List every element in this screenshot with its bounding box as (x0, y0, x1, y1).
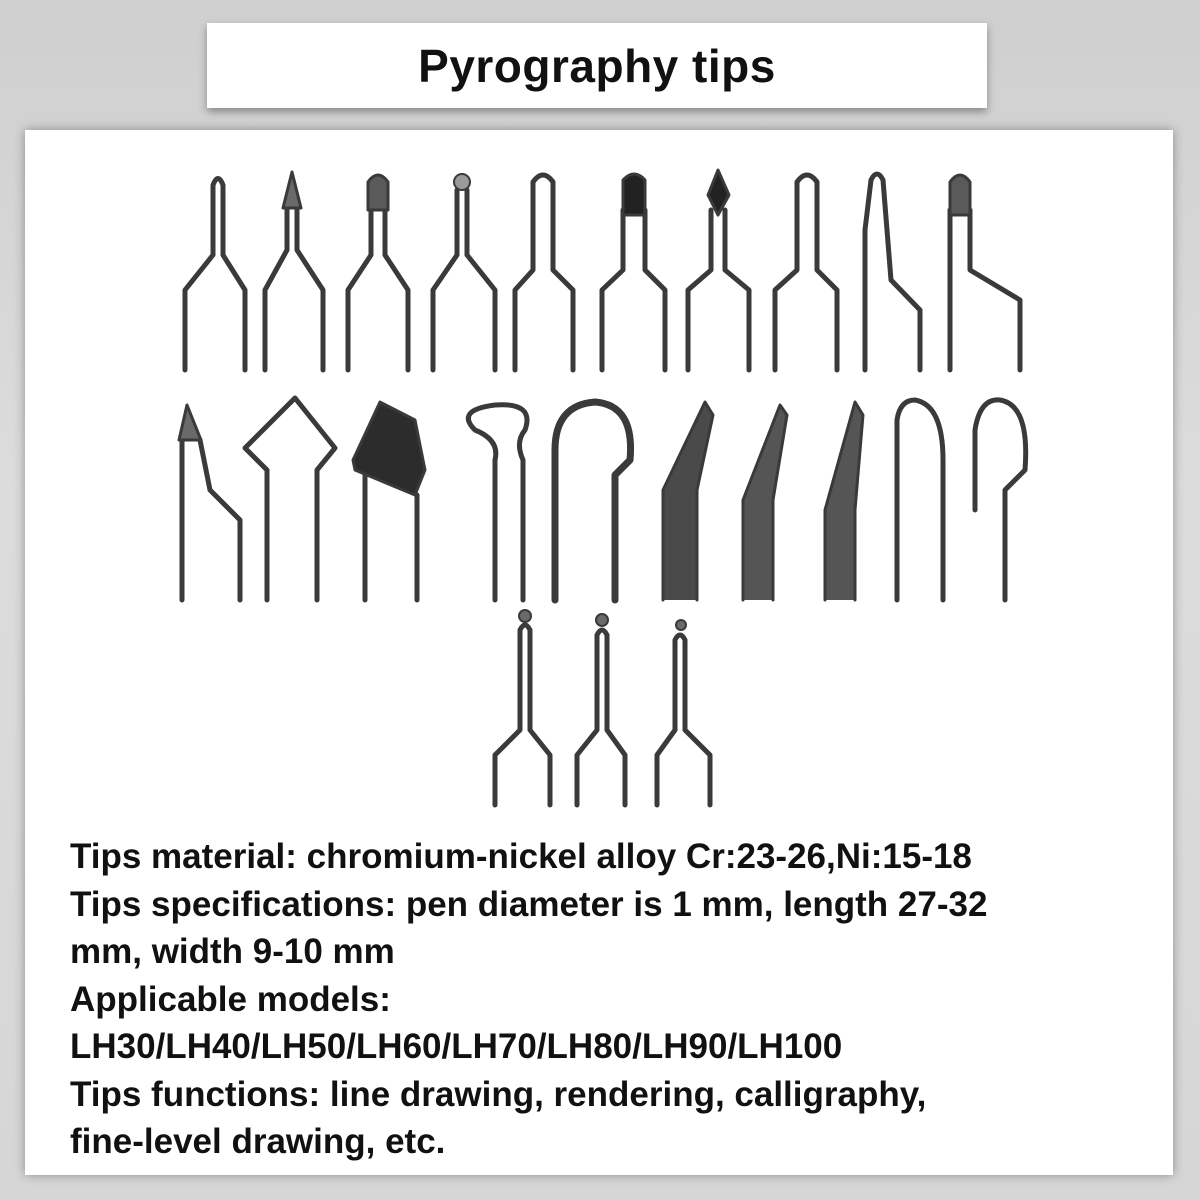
wide-diamond-tip-icon (245, 398, 335, 600)
loop-tip-icon (775, 175, 837, 370)
slant-loop-tip-icon (865, 174, 920, 370)
spear-tip-icon (265, 172, 323, 370)
content-panel (25, 130, 1173, 1175)
round-loop-tip-icon (468, 405, 527, 600)
spec-line-functions: Tips functions: line drawing, rendering, calligraphy, (70, 1074, 927, 1114)
spoon-tip-icon (950, 175, 1020, 370)
d-loop-tip-icon (897, 400, 943, 600)
spec-line-material: Tips material: chromium-nickel alloy Cr:23-26,Ni:15-18 (70, 837, 972, 876)
narrow-loop-tip-icon (185, 179, 245, 371)
d-loop-tip-icon (975, 400, 1026, 600)
spec-line-functions-cont: fine-level drawing, etc. (70, 1122, 446, 1161)
spec-line-models-label: Applicable models: (70, 979, 391, 1019)
small-ball-tip-icon (495, 610, 550, 805)
spec-line-specifications: Tips specifications: pen diameter is 1 mm, length 27-32 (70, 884, 988, 924)
knife-tip-icon (663, 402, 713, 600)
knife-tip-icon (743, 405, 787, 600)
diamond-tip-icon (688, 170, 749, 370)
spear-tip-icon (179, 405, 240, 600)
wide-diamond-tip-icon (353, 402, 425, 600)
spoon-tip-icon (348, 175, 408, 370)
shader-tip-icon (602, 174, 665, 370)
title-banner (207, 23, 987, 108)
spec-text (70, 833, 1150, 1166)
small-ball-tip-icon (577, 614, 625, 805)
spec-line-specifications-cont: mm, width 9-10 mm (70, 932, 395, 971)
ball-tip-icon (433, 174, 495, 370)
knife-tip-icon (825, 402, 863, 600)
tips-illustration (25, 130, 1173, 830)
round-loop-tip-icon (555, 402, 631, 600)
small-ball-tip-icon (657, 620, 710, 805)
loop-tip-icon (515, 175, 573, 370)
page-title: Pyrography tips (418, 39, 776, 92)
spec-line-models: LH30/LH40/LH50/LH60/LH70/LH80/LH90/LH100 (70, 1027, 843, 1066)
